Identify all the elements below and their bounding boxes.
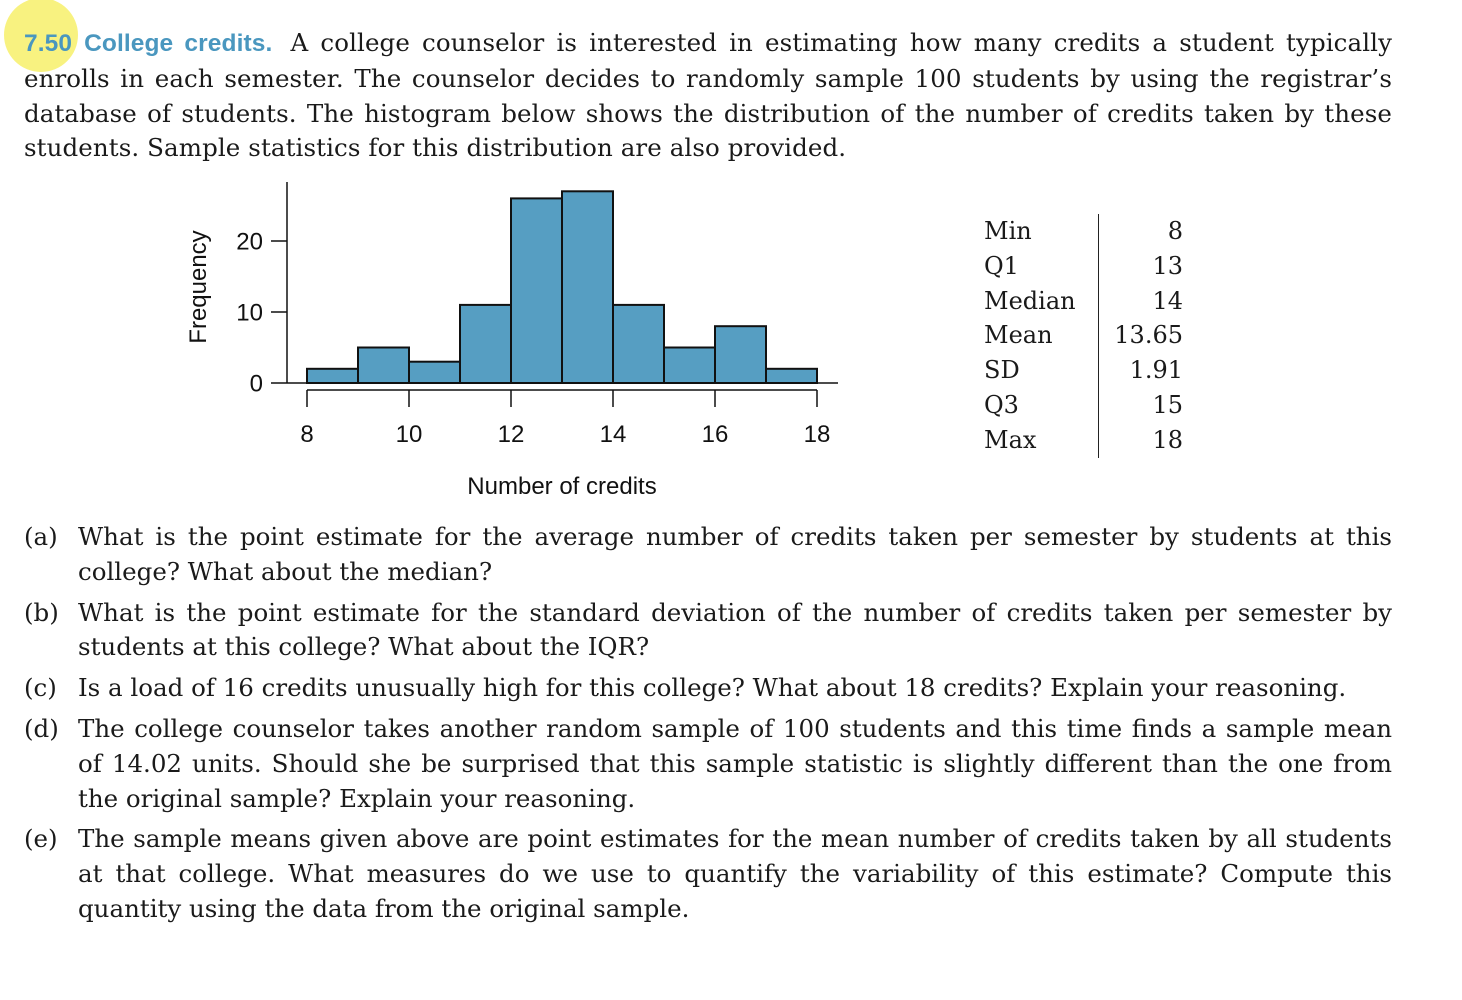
x-tick-label: 18 xyxy=(803,421,831,448)
stats-value: 18 xyxy=(1152,425,1183,454)
stats-label: Mean xyxy=(984,318,1099,353)
stats-row xyxy=(984,353,1183,388)
part-label: (b) xyxy=(24,597,59,627)
histogram-bar xyxy=(409,362,460,383)
stats-label: Q3 xyxy=(984,388,1099,423)
x-tick-label: 16 xyxy=(701,421,729,448)
stats-row xyxy=(984,284,1183,319)
stats-value: 13 xyxy=(1152,251,1183,280)
histogram-bar xyxy=(511,198,562,383)
question-part xyxy=(24,596,1392,666)
stats-value: 14 xyxy=(1152,286,1183,315)
part-text: What is the point estimate for the average number of credits taken per semester by students at this college? What about the median? xyxy=(78,522,1392,586)
y-tick-label: 20 xyxy=(236,228,263,256)
histogram-bar xyxy=(715,326,766,383)
x-tick-label: 8 xyxy=(300,421,314,448)
part-text: Is a load of 16 credits unusually high for this college? What about 18 credits? Explain your reasoning. xyxy=(78,673,1347,703)
histogram-chart xyxy=(0,0,900,520)
y-tick-label: 10 xyxy=(236,299,263,327)
histogram-bar xyxy=(358,348,409,384)
part-label: (a) xyxy=(24,522,58,551)
stats-row xyxy=(984,318,1183,353)
stats-value: 13.65 xyxy=(1114,321,1183,350)
question-parts xyxy=(24,520,1392,933)
stats-value: 15 xyxy=(1152,390,1183,419)
x-axis-label: Number of credits xyxy=(467,473,657,500)
x-tick-label: 14 xyxy=(599,421,627,448)
histogram-bar xyxy=(613,305,664,383)
histogram-bar xyxy=(460,305,511,383)
stats-label: Median xyxy=(984,284,1099,319)
histogram-bar xyxy=(307,369,358,383)
x-tick-label: 10 xyxy=(395,421,423,448)
stats-row xyxy=(984,423,1183,458)
problem-number: 7.50 xyxy=(24,30,73,57)
x-tick-label: 12 xyxy=(497,421,525,448)
question-part xyxy=(24,520,1392,590)
part-text: The college counselor takes another random sample of 100 students and this time finds a sample mean of 14.02 units. Should she be surprised that this sample statistic is slightly different than the one from the original sample? Explain your reasoning. xyxy=(78,713,1392,813)
stats-label: SD xyxy=(984,353,1099,388)
stats-table xyxy=(984,214,1183,458)
part-text: The sample means given above are point estimates for the mean number of credits taken by all students at that college. What measures do we use to quantify the variability of this estimate? Compute this quantity using the data from the original sample. xyxy=(78,824,1392,923)
stats-label: Min xyxy=(984,214,1099,249)
stats-value: 8 xyxy=(1167,217,1183,245)
question-part xyxy=(24,822,1392,926)
stats-row xyxy=(984,388,1183,423)
part-text: What is the point estimate for the standard deviation of the number of credits taken per semester by students at this college? What about the IQR? xyxy=(78,597,1392,662)
stats-label: Q1 xyxy=(984,249,1099,284)
part-label: (c) xyxy=(24,673,57,703)
part-label: (e) xyxy=(24,824,58,854)
question-part xyxy=(24,671,1392,706)
problem-text: A college counselor is interested in estimating how many credits a student typically enrolls in each semester. The counselor decides to randomly sample 100 students by using the registrar’s database of students. The histogram below shows the distribution of the number of credits taken by these students. Sample statistics for this distribution are also provided. xyxy=(24,28,1393,163)
y-tick-label: 0 xyxy=(249,370,263,398)
stats-row xyxy=(984,249,1183,284)
histogram-bar xyxy=(562,191,613,383)
histogram-bar xyxy=(664,348,715,384)
question-part xyxy=(24,712,1392,816)
stats-label: Max xyxy=(984,423,1099,458)
problem-title: College credits. xyxy=(84,30,273,57)
y-axis-label: Frequency xyxy=(185,230,212,344)
part-label: (d) xyxy=(24,713,59,743)
histogram-bar xyxy=(766,369,817,383)
stats-value: 1.91 xyxy=(1129,356,1183,385)
stats-row xyxy=(984,214,1183,249)
